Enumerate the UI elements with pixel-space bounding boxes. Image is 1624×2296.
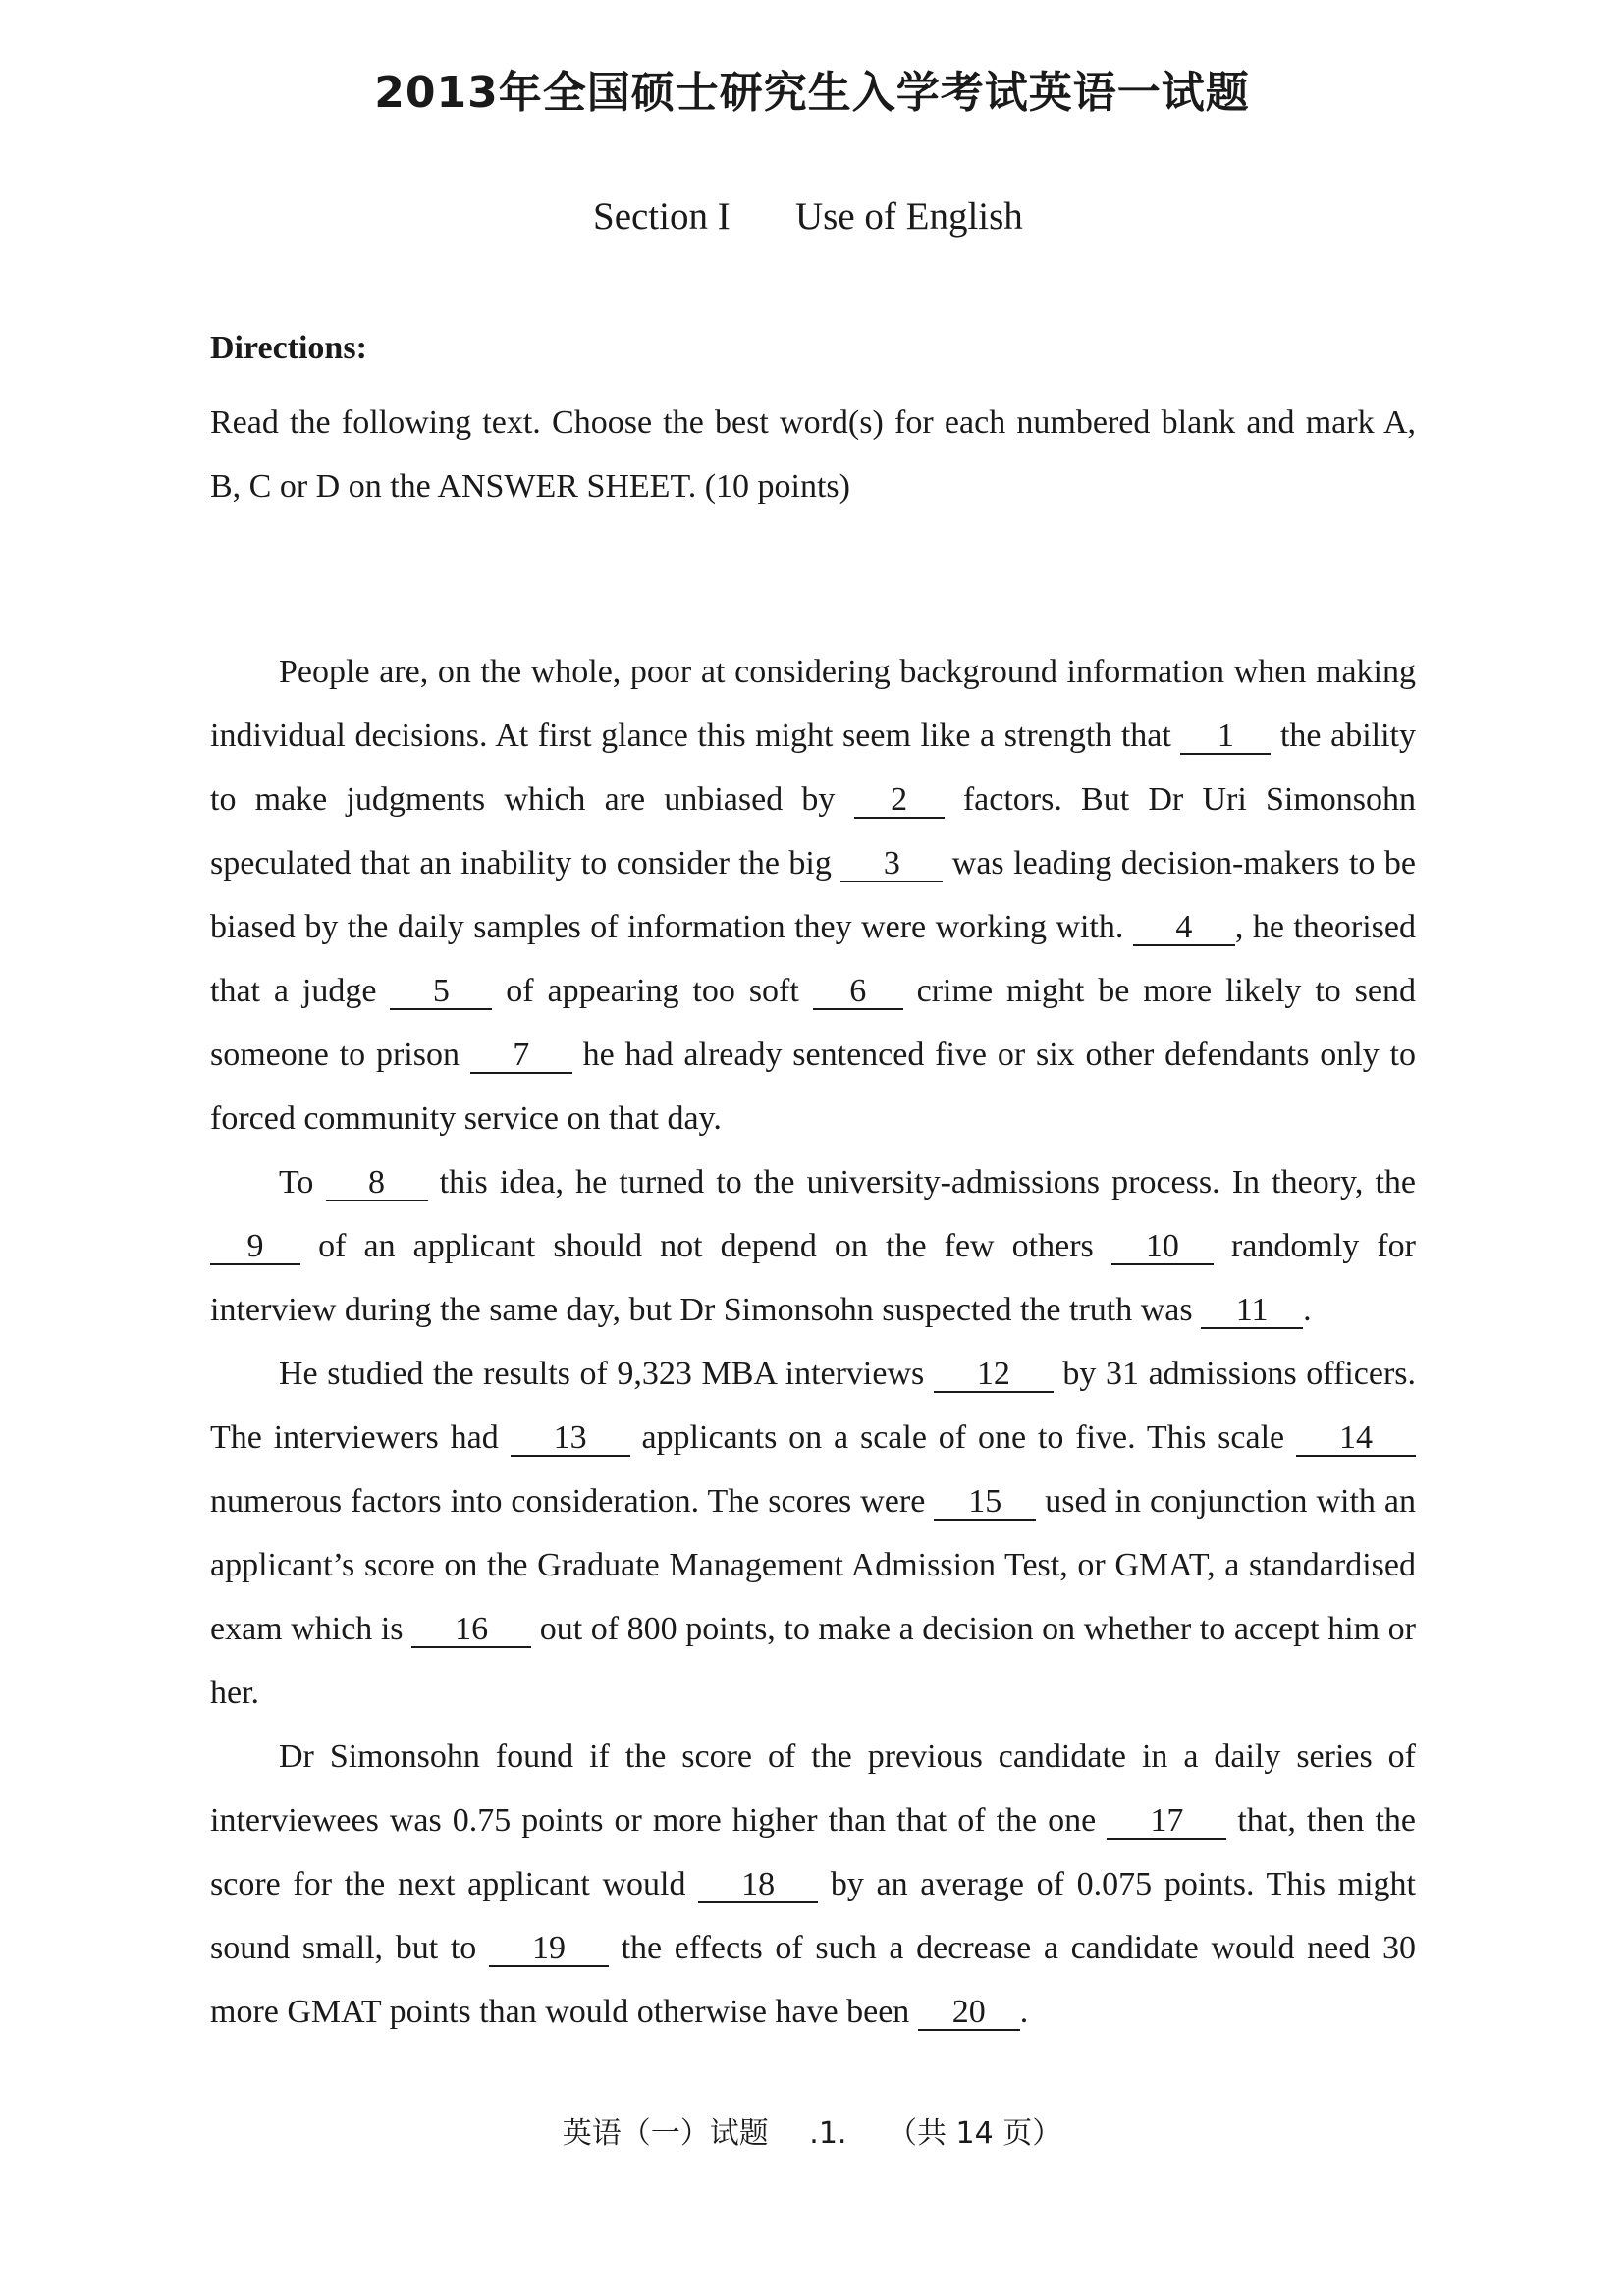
cloze-passage xyxy=(210,640,1416,2044)
blank-19: 19 xyxy=(489,1932,609,1967)
passage-text: of appearing too soft xyxy=(492,973,813,1009)
blank-3: 3 xyxy=(840,847,943,882)
paragraph-1 xyxy=(210,640,1416,1150)
blank-6: 6 xyxy=(813,975,903,1010)
passage-text: . xyxy=(1019,1994,1029,2030)
blank-10: 10 xyxy=(1111,1230,1214,1265)
passage-text: . xyxy=(1303,1292,1312,1328)
blank-17: 17 xyxy=(1107,1804,1226,1840)
paragraph-3 xyxy=(210,1342,1416,1725)
blank-14: 14 xyxy=(1296,1421,1416,1457)
page-footer xyxy=(0,2109,1624,2152)
passage-text: this idea, he turned to the university-admissions process. In theory, the xyxy=(427,1164,1416,1201)
passage-text: numerous factors into consideration. The scores were xyxy=(210,1483,935,1520)
blank-20: 20 xyxy=(918,1996,1020,2031)
blank-7: 7 xyxy=(470,1039,572,1074)
blank-16: 16 xyxy=(411,1613,531,1648)
directions-label: Directions: xyxy=(210,330,367,366)
passage-text: by an average of 0.075 points. This might sound small, but to xyxy=(210,1866,1416,1966)
passage-text: of an applicant should not depend on the few others xyxy=(300,1228,1111,1264)
footer-total-pages: （共 14 页） xyxy=(888,2116,1062,2151)
blank-9: 9 xyxy=(210,1230,300,1265)
passage-text: by 31 admissions officers. The interviewers had xyxy=(210,1356,1416,1456)
passage-text: was leading decision-makers to be biased by the daily samples of information they were working with. xyxy=(210,845,1416,945)
passage-text: crime might be more likely to send someone to prison xyxy=(210,973,1416,1073)
footer-page-number: .1. xyxy=(809,2116,847,2151)
passage-text: , he theorised that a judge xyxy=(210,909,1417,1009)
blank-1: 1 xyxy=(1180,720,1271,755)
passage-text: He studied the results of 9,323 MBA interviews xyxy=(279,1356,934,1392)
passage-text: To xyxy=(279,1164,326,1201)
blank-11: 11 xyxy=(1201,1294,1303,1329)
passage-text: that, then the score for the next applicant would xyxy=(210,1802,1416,1902)
blank-5: 5 xyxy=(390,975,492,1010)
exam-title: 2013年全国硕士研究生入学考试英语一试题 xyxy=(374,68,1250,118)
passage-text: applicants on a scale of one to five. This scale xyxy=(629,1419,1296,1456)
footer-subject: 英语（一）试题 xyxy=(562,2116,769,2151)
blank-18: 18 xyxy=(698,1868,818,1903)
passage-text: factors. But Dr Uri Simonsohn speculated that an inability to consider the big xyxy=(210,781,1416,881)
blank-12: 12 xyxy=(934,1358,1054,1393)
blank-2: 2 xyxy=(854,783,945,819)
section-name: Use of English xyxy=(795,195,1023,238)
passage-text: the effects of such a decrease a candidate would need 30 more GMAT points than would otherwise have been xyxy=(210,1930,1416,2030)
passage-text: the ability to make judgments which are unbiased by xyxy=(210,718,1416,818)
passage-text: randomly for interview during the same day, but Dr Simonsohn suspected the truth was xyxy=(210,1228,1416,1328)
blank-13: 13 xyxy=(511,1421,630,1457)
passage-text: out of 800 points, to make a decision on whether to accept him or her. xyxy=(210,1611,1416,1711)
paragraph-4 xyxy=(210,1725,1416,2044)
blank-4: 4 xyxy=(1133,911,1235,946)
section-number: Section I xyxy=(593,195,731,238)
passage-text: People are, on the whole, poor at considering background information when making individual decisions. At first glance this might seem like a strength that xyxy=(210,654,1416,754)
directions-text: Read the following text. Choose the best word(s) for each numbered blank and mark A, B, C or D on the ANSWER SHEET. (10 points) xyxy=(210,404,1416,505)
passage-text: he had already sentenced five or six other defendants only to forced community service on that day. xyxy=(210,1037,1416,1137)
blank-15: 15 xyxy=(934,1485,1036,1521)
paragraph-2 xyxy=(210,1150,1416,1342)
passage-text: used in conjunction with an applicant’s score on the Graduate Management Admission Test, or GMAT, a standardised exam which is xyxy=(210,1483,1417,1647)
blank-8: 8 xyxy=(326,1166,428,1201)
passage-text: Dr Simonsohn found if the score of the previous candidate in a daily series of interviewees was 0.75 points or more higher than that of the one xyxy=(210,1738,1416,1839)
